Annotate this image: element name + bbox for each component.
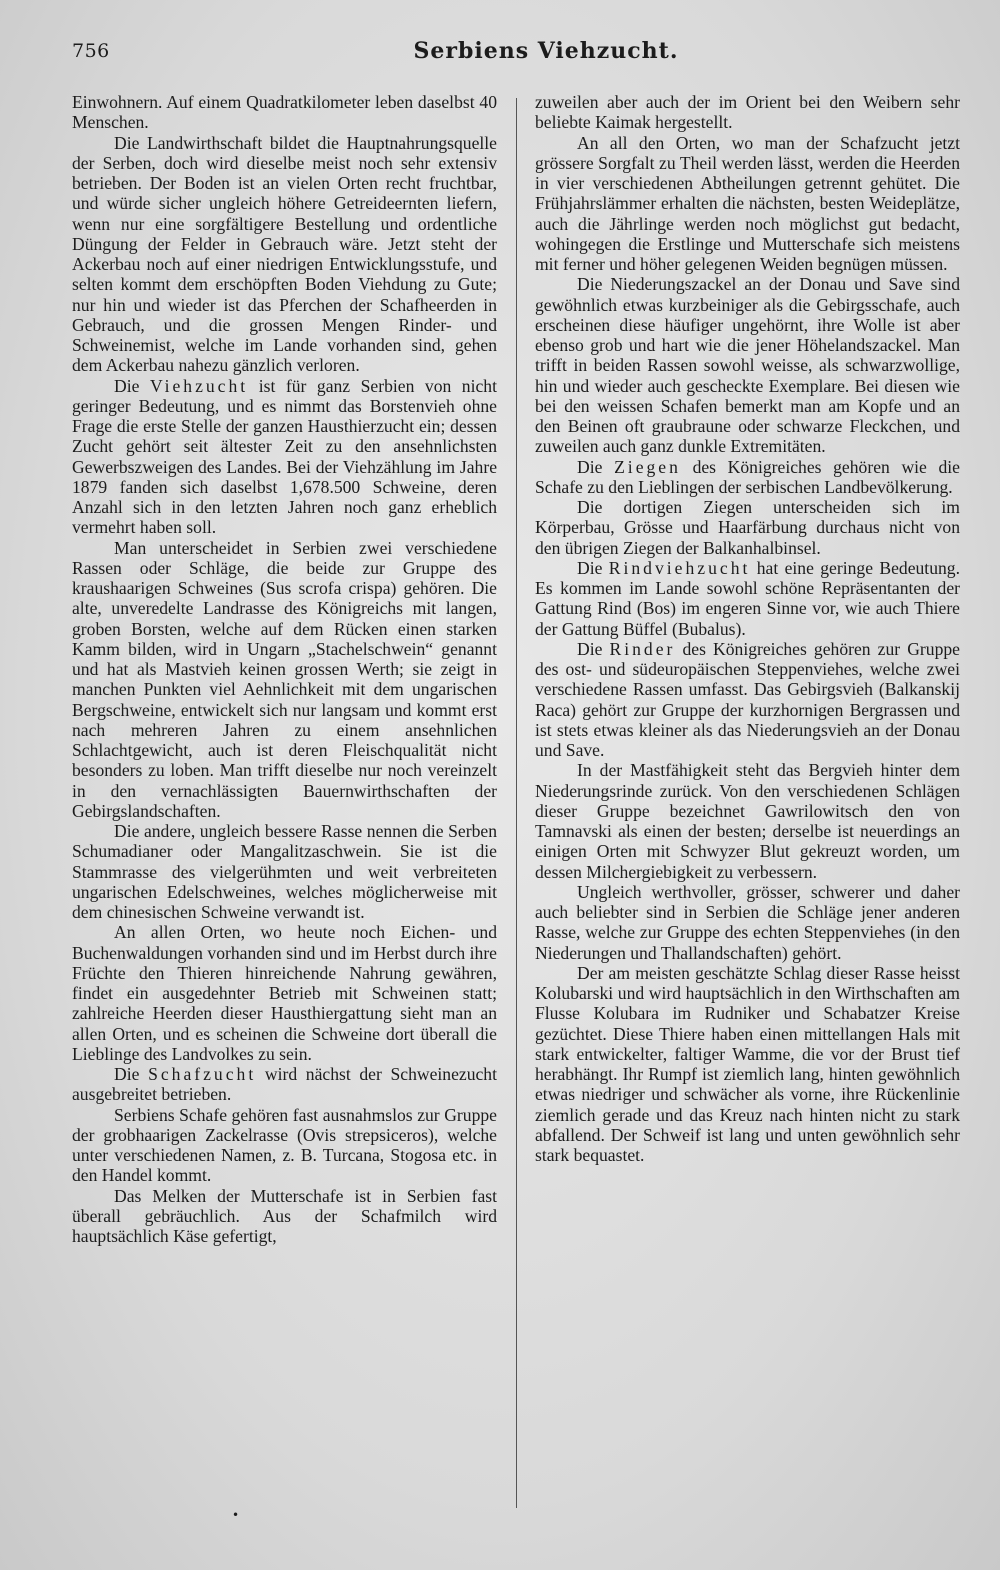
right-column [535, 92, 960, 1522]
spaced-heading-word: Ziegen [614, 456, 681, 477]
spaced-heading-word: Rindviehzucht [608, 557, 751, 578]
paragraph-text: des Königreiches gehören wie die Schafe zu den Lieblingen der serbischen Landbevölkerung. [535, 456, 960, 497]
paragraph-lead: Die [114, 375, 150, 396]
paragraph: An all den Orten, wo man der Schafzucht jetzt grössere Sorgfalt zu Theil werden lässt, werden die Heerden in vier verschiedenen Abtheilungen getrennt gehütet. Die Frühjahrslämmer erhalten die nächsten, besten Weideplätze, auch die Jährlinge werden noch möglichst gut bedacht, wohingegen die Erstlinge und Mutterschafe sich meistens mit ferner und höher gelegenen Weiden begnügen müssen. [535, 132, 960, 274]
paragraph-text: wird nächst der Schweinezucht ausgebreitet betrieben. [72, 1064, 497, 1105]
left-column [72, 92, 497, 1522]
paragraph: Einwohnern. Auf einem Quadratkilometer leben daselbst 40 Menschen. [72, 92, 497, 133]
paragraph: In der Mastfähigkeit steht das Bergvieh hinter dem Niederungsrinde zurück. Von den verschiedenen Schlägen dieser Gruppe bezeichnet Gawrilowitsch den von Tamnavski als einen der besten; derselbe ist neuerdings an einigen Orten mit Schwyzer Blut gekreuzt worden, um dessen Milchergiebigkeit zu verbessern. [535, 760, 960, 882]
paragraph: Die Niederungszackel an der Donau und Save sind gewöhnlich etwas kurzbeiniger als die Gebirgsschafe, auch erscheinen diese häufiger ungehörnt, ihre Wolle ist aber ebenso grob und hart wie die jener Höhelandszackel. Man trifft in beiden Rassen sowohl weisse, als schwarzwollige, hin und wieder auch gescheckte Exemplare. Bei diesen wie bei den weissen Schafen bemerkt man am Kopfe und an den Beinen oft graubraune oder schwarze Fleckchen, und zuweilen auch ganz dunkle Extremitäten. [535, 274, 960, 457]
text-columns [72, 92, 960, 1522]
paragraph: Ungleich werthvoller, grösser, schwerer und daher auch beliebter sind in Serbien die Schläge jener anderen Rasse, welche zur Gruppe des echten Steppenviehes (in den Niederungen und Thallandschaften) gehört. [535, 881, 960, 963]
page-number: 756 [72, 40, 110, 62]
paragraph [535, 457, 960, 498]
paragraph-text: hat eine geringe Bedeutung. Es kommen im Lande sowohl schöne Repräsentanten der Gattung Rind (Bos) im engeren Sinne vor, wie auch Thiere der Gattung Büffel (Bubalus). [535, 557, 960, 639]
paragraph: An allen Orten, wo heute noch Eichen- und Buchenwaldungen vorhanden sind und im Herbst durch ihre Früchte den Thieren hinreichende Nahrung gewähren, findet ein ausgedehnter Betrieb mit Schweinen statt; zahlreiche Heerden dieser Hausthiergattung sieht man an allen Orten, und es scheinen die Schweine dort überall die Lieblinge des Landvolkes zu sein. [72, 922, 497, 1064]
paragraph: Die andere, ungleich bessere Rasse nennen die Serben Schumadianer oder Mangalitzaschwein. Sie ist die Stammrasse des vielgerühmten und weit verbreiteten ungarischen Edelschweines, welches möglicherweise mit dem chinesischen Schweine verwandt ist. [72, 821, 497, 922]
paragraph-lead: Die [114, 1064, 149, 1084]
paragraph [72, 376, 497, 538]
printer-mark: • [232, 1508, 240, 1522]
paragraph: Das Melken der Mutterschafe ist in Serbien fast überall gebräuchlich. Aus der Schafmilch wird hauptsächlich Käse gefertigt, [72, 1185, 497, 1246]
column-divider [516, 98, 517, 1508]
spaced-heading-word: Schafzucht [148, 1064, 257, 1084]
paragraph-text: des Königreiches gehören zur Gruppe des ost- und südeuropäischen Steppenviehes, welche zwei verschiedene Rassen umfasst. Das Gebirgsvieh (Balkanskij Raca) gehört zur Gruppe der kurzhornigen Bergrassen und ist stets etwas kleiner als das Niederungsvieh an der Donau und Save. [535, 638, 960, 760]
spaced-heading-word: Viehzucht [149, 375, 249, 396]
paragraph [72, 1064, 497, 1105]
spaced-heading-word: Rinder [609, 638, 676, 659]
paragraph: Serbiens Schafe gehören fast ausnahmslos zur Gruppe der grobhaarigen Zackelrasse (Ovis strepsiceros), welche unter verschiedenen Namen, z. B. Turcana, Stogosa etc. in den Handel kommt. [72, 1104, 497, 1186]
paragraph: Die Landwirthschaft bildet die Hauptnahrungsquelle der Serben, doch wird dieselbe meist noch sehr extensiv betrieben. Der Boden ist an vielen Orten recht fruchtbar, und würde sicher ungleich höhere Getreideernten liefern, wenn nur eine sorgfältigere Bestellung und ordentliche Düngung der Felder in Gebrauch wäre. Jetzt steht der Ackerbau noch auf einer niedrigen Entwicklungsstufe, und selten kommt dem erschöpften Boden Viehdung zu Gute; nur hin und wieder ist das Pferchen der Schafheerden in Gebrauch, und die grossen Mengen Rinder- und Schweinemist, welche im Lande vorhanden sind, gehen dem Ackerbau nahezu gänzlich verloren. [72, 132, 497, 376]
paragraph: zuweilen aber auch der im Orient bei den Weibern sehr beliebte Kaimak hergestellt. [535, 92, 960, 133]
paragraph: Die dortigen Ziegen unterscheiden sich im Körperbau, Grösse und Haarfärbung durchaus nicht von den übrigen Ziegen der Balkanhalbinsel. [535, 497, 960, 558]
paragraph-lead: Die [577, 638, 610, 659]
paragraph-lead: Die [577, 456, 615, 477]
paragraph [535, 639, 960, 761]
running-title: Serbiens Viehzucht. [413, 38, 679, 64]
paragraph: Der am meisten geschätzte Schlag dieser Rasse heisst Kolubarski und wird hauptsächlich in den Wirthschaften am Flusse Kolubara im Rudniker und Schabatzer Kreise gezüchtet. Diese Thiere haben einen mittellangen Hals mit stark entwickelter, faltiger Wamme, die vor der Brust tief herabhängt. Ihr Rumpf ist ziemlich lang, hinten gewöhnlich etwas niedriger und schwächer als vorne, ihre Rückenlinie ziemlich gerade und das Kreuz nach hinten nicht zu stark abfallend. Der Schweif ist lang und unten gewöhnlich sehr stark bequastet. [535, 962, 960, 1165]
paragraph-lead: Die [577, 557, 609, 578]
paragraph [535, 558, 960, 639]
paragraph-text: ist für ganz Serbien von nicht geringer Bedeutung, und es nimmt das Borstenvieh ohne Frage die erste Stelle der ganzen Hausthierzucht ein; dessen Zucht gehört seit ältester Zeit zu den ansehnlichsten Gewerbszweigen des Landes. Bei der Viehzählung im Jahre 1879 fanden sich daselbst 1,678.500 Schweine, deren Anzahl sich in den letzten Jahren noch ganz erheblich vermehrt haben soll. [72, 375, 497, 538]
page-header [72, 36, 960, 72]
paragraph: Man unterscheidet in Serbien zwei verschiedene Rassen oder Schläge, die beide zur Gruppe des kraushaarigen Schweines (Sus scrofa crispa) gehören. Die alte, unveredelte Landrasse des Königreichs mit langen, groben Borsten, welche auf dem Rücken einen starken Kamm bilden, wird in Ungarn „Stachelschwein“ genannt und hat als Mastvieh keinen grossen Werth; sie zeigt in manchen Punkten viel Aehnlichkeit mit dem ungarischen Bergschweine, entwickelt sich nur langsam und kommt erst nach mehreren Jahren zu einem ansehnlichen Schlachtgewicht, auch ist deren Fleischqualität nicht besonders zu loben. Man trifft dieselbe nur noch vereinzelt in den vernachlässigten Bauernwirthschaften der Gebirgslandschaften. [72, 537, 497, 821]
